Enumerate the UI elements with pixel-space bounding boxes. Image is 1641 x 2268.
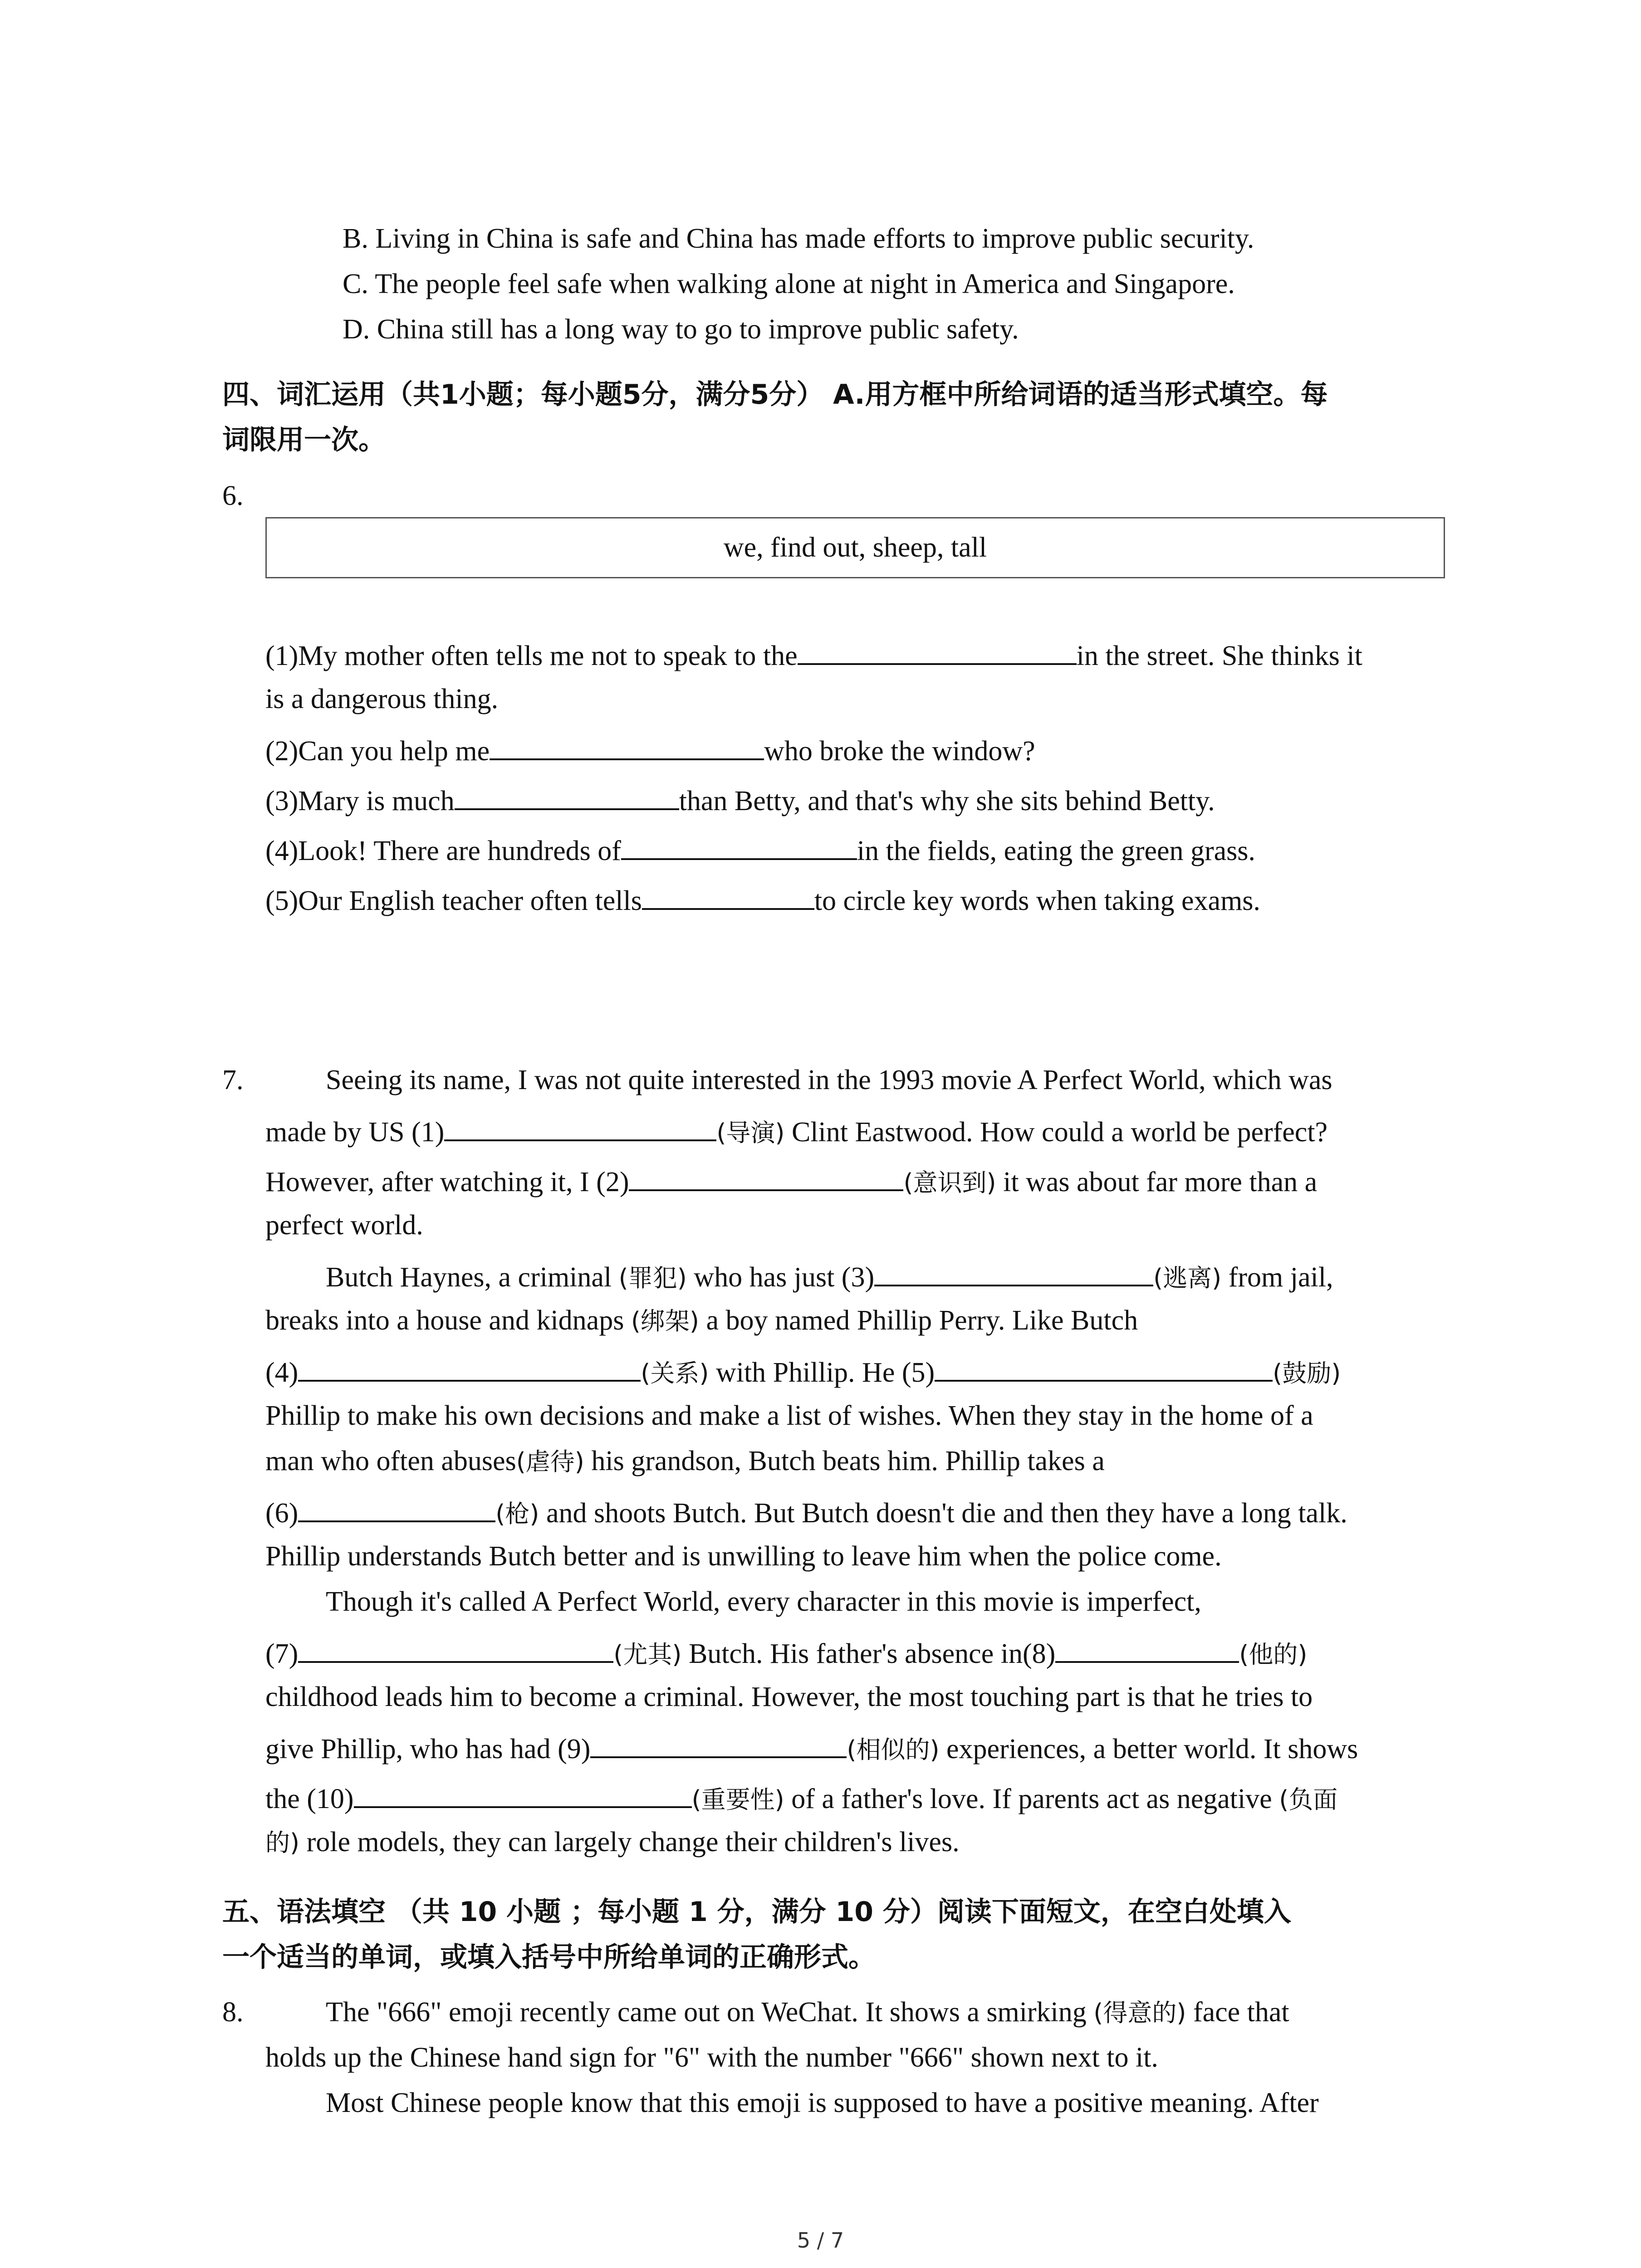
q6-blank-3[interactable] (455, 785, 679, 810)
q7-blank-7[interactable] (298, 1637, 613, 1663)
q8-line-2: holds up the Chinese hand sign for "6" with the number "666" shown next to it. (265, 2042, 1158, 2073)
q7-l16-hint-2: (负面 (1279, 1785, 1338, 1814)
q6-s2-text-b: who broke the window? (764, 736, 1035, 767)
q6-s4-text-b: in the fields, eating the green grass. (857, 836, 1255, 866)
q6-s4-text-a: (4)Look! There are hundreds of (265, 836, 621, 866)
q7-line-1: Seeing its name, I was not quite interested in the 1993 movie A Perfect World, which was (326, 1065, 1332, 1095)
q7-line-9 (265, 1447, 1105, 1475)
q7-l13-b: Butch. His father's absence in(8) (681, 1638, 1056, 1669)
q7-l7-a: (4) (265, 1357, 299, 1388)
q7-blank-1[interactable] (444, 1116, 716, 1141)
q7-l6-hint: (绑架) (631, 1307, 699, 1335)
q7-line-14: childhood leads him to become a criminal. However, the most touching part is that he tries to (265, 1681, 1313, 1712)
q7-l3-b: it was about far more than a (996, 1167, 1318, 1198)
q7-l3-a: However, after watching it, I (2) (265, 1167, 629, 1198)
q8-l1-hint: (得意的) (1093, 1999, 1186, 2027)
q8-line-1 (326, 1998, 1289, 2026)
question-8-number: 8. (222, 1997, 244, 2028)
q6-sentence-4 (265, 835, 1255, 865)
q7-line-5 (326, 1261, 1333, 1291)
q6-sentence-1-cont: is a dangerous thing. (265, 684, 499, 714)
q7-l17-b: role models, they can largely change their children's lives. (299, 1827, 960, 1857)
q7-blank-10[interactable] (354, 1783, 692, 1808)
q6-blank-1[interactable] (798, 640, 1077, 665)
q7-l16-b: of a father's love. If parents act as negative (784, 1784, 1279, 1814)
q7-l5-hint-1: (罪犯) (618, 1264, 687, 1292)
q7-l13-a: (7) (265, 1638, 299, 1669)
q7-l13-hint-2: (他的) (1239, 1640, 1308, 1669)
q7-l7-hint-1: (关系) (641, 1359, 709, 1388)
q7-l10-hint: (枪) (495, 1500, 539, 1528)
q7-blank-8[interactable] (1055, 1637, 1239, 1663)
q7-line-11: Phillip understands Butch better and is unwilling to leave him when the police come. (265, 1541, 1222, 1572)
question-7-number: 7. (222, 1065, 244, 1095)
q6-s1-text-a: (1)My mother often tells me not to speak to the (265, 640, 798, 671)
q7-l5-b: who has just (3) (686, 1262, 875, 1293)
q7-line-15 (265, 1733, 1358, 1763)
q7-l2-b: Clint Eastwood. How could a world be perfect? (784, 1117, 1328, 1148)
q6-s5-text-a: (5)Our English teacher often tells (265, 885, 642, 916)
q6-s3-text-a: (3)Mary is much (265, 786, 455, 816)
option-d: D. China still has a long way to go to improve public safety. (343, 314, 1019, 345)
q7-l15-b: experiences, a better world. It shows (939, 1734, 1358, 1765)
q7-l15-hint: (相似的) (847, 1735, 940, 1764)
q7-l10-b: and shoots Butch. But Butch doesn't die and then they have a long talk. (539, 1498, 1347, 1529)
q7-blank-5[interactable] (935, 1356, 1273, 1382)
q7-l6-a: breaks into a house and kidnaps (265, 1305, 631, 1336)
word-box-text: we, find out, sheep, tall (723, 532, 987, 563)
q6-sentence-3 (265, 785, 1215, 815)
option-c: C. The people feel safe when walking alone at night in America and Singapore. (343, 269, 1235, 299)
q7-line-6 (265, 1306, 1138, 1334)
q6-blank-4[interactable] (621, 835, 857, 860)
q7-line-3 (265, 1166, 1317, 1196)
q7-l2-a: made by US (1) (265, 1117, 445, 1148)
q7-line-12: Though it's called A Perfect World, every character in this movie is imperfect, (326, 1586, 1201, 1617)
q7-line-7 (265, 1356, 1341, 1387)
q8-l1-a: The "666" emoji recently came out on WeChat. It shows a smirking (326, 1997, 1094, 2028)
q7-blank-9[interactable] (590, 1733, 847, 1758)
q7-line-8: Phillip to make his own decisions and make a list of wishes. When they stay in the home of a (265, 1400, 1313, 1431)
q7-blank-6[interactable] (298, 1497, 495, 1522)
q6-blank-2[interactable] (490, 735, 764, 760)
q6-sentence-1 (265, 640, 1362, 670)
q7-l6-b: a boy named Phillip Perry. Like Butch (699, 1305, 1138, 1336)
q6-sentence-2 (265, 735, 1035, 765)
q7-l5-c: from jail, (1221, 1262, 1333, 1293)
q7-l2-hint: (导演) (716, 1119, 785, 1147)
q7-line-10 (265, 1497, 1347, 1527)
q7-l16-a: the (10) (265, 1784, 354, 1814)
option-b: B. Living in China is safe and China has made efforts to improve public security. (343, 223, 1254, 254)
question-6-number: 6. (222, 480, 244, 511)
q7-l9-b: his grandson, Butch beats him. Phillip takes a (584, 1446, 1105, 1476)
q7-line-2 (265, 1116, 1327, 1146)
q7-l5-a: Butch Haynes, a criminal (326, 1262, 619, 1293)
q7-line-17 (265, 1828, 960, 1856)
page-number: 5 / 7 (797, 2228, 844, 2253)
q7-l9-a: man who often abuses (265, 1446, 516, 1476)
q6-s5-text-b: to circle key words when taking exams. (814, 885, 1260, 916)
q7-blank-2[interactable] (629, 1166, 903, 1191)
q6-s3-text-b: than Betty, and that's why she sits behind Betty. (679, 786, 1215, 816)
q7-l7-b: with Phillip. He (5) (709, 1357, 935, 1388)
section4-heading-line2: 词限用一次。 (222, 424, 386, 456)
q6-s1-text-b: in the street. She thinks it (1076, 640, 1362, 671)
word-box (265, 517, 1445, 578)
section5-heading-line1: 五、语法填空 （共 10 小题 ；每小题 1 分，满分 10 分）阅读下面短文，在空白处填入 (222, 1896, 1291, 1928)
q6-sentence-5 (265, 885, 1260, 915)
q7-line-13 (265, 1637, 1307, 1668)
q7-line-4: perfect world. (265, 1210, 423, 1241)
q7-l16-hint-1: (重要性) (691, 1785, 784, 1814)
q7-l5-hint-2: (逃离) (1153, 1264, 1222, 1292)
q7-l9-hint: (虐待) (516, 1447, 584, 1476)
q7-l10-a: (6) (265, 1498, 299, 1529)
q7-l17-hint: 的) (265, 1828, 300, 1857)
q7-l7-hint-2: (鼓励) (1273, 1359, 1341, 1388)
q7-l15-a: give Phillip, who has had (9) (265, 1734, 591, 1765)
q7-line-16 (265, 1783, 1337, 1813)
q7-blank-3[interactable] (874, 1261, 1153, 1286)
q8-line-3: Most Chinese people know that this emoji is supposed to have a positive meaning. After (326, 2087, 1319, 2118)
q7-l13-hint-1: (尤其) (613, 1640, 682, 1669)
section5-heading-line2: 一个适当的单词，或填入括号中所给单词的正确形式。 (222, 1941, 876, 1973)
q7-l3-hint: (意识到) (903, 1168, 996, 1197)
q6-s2-text-a: (2)Can you help me (265, 736, 490, 767)
q8-l1-b: face that (1186, 1997, 1289, 2028)
q6-blank-5[interactable] (642, 885, 814, 910)
section4-heading-line1: 四、词汇运用（共1小题；每小题5分，满分5分） A.用方框中所给词语的适当形式填空。每 (222, 379, 1328, 411)
q7-blank-4[interactable] (298, 1356, 641, 1382)
